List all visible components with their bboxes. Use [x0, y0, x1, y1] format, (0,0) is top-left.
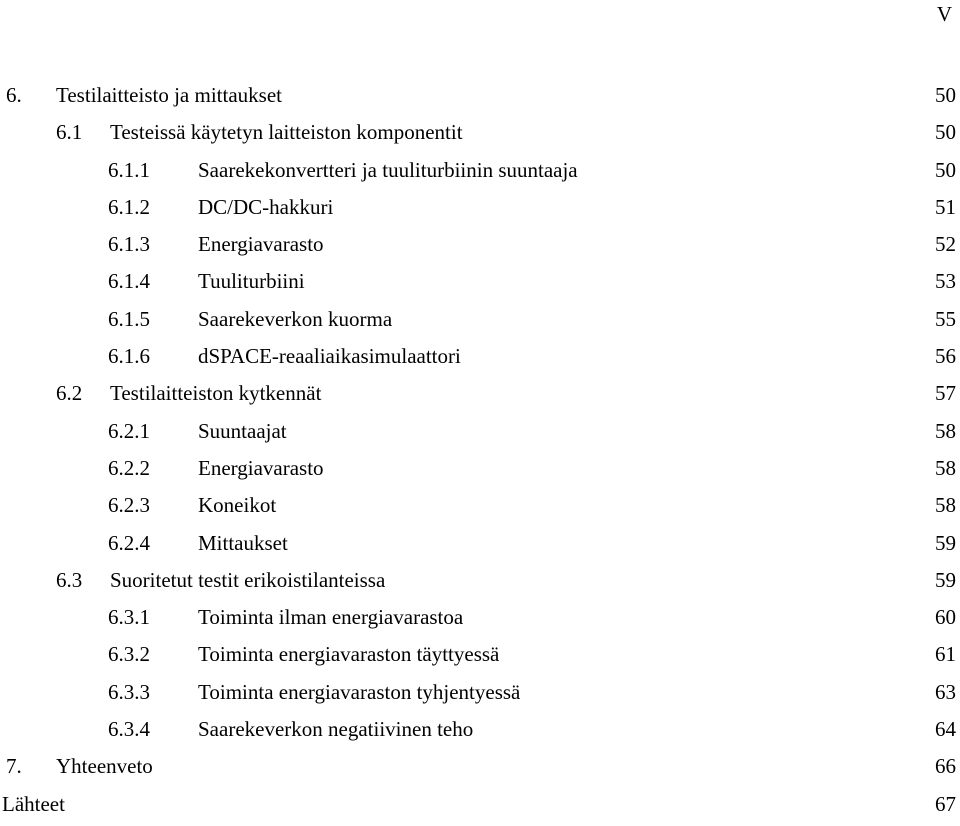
toc-entry-page: 51 [924, 192, 956, 222]
toc-entry-title: Testilaitteiston kytkennät [110, 378, 322, 408]
toc-entry-1[interactable] [0, 117, 956, 154]
toc-entry-title: Toiminta ilman energiavarastoa [198, 602, 464, 632]
toc-entry-page: 66 [924, 751, 956, 781]
toc-entry-5[interactable] [0, 266, 956, 303]
toc-entry-page: 50 [924, 80, 956, 110]
toc-entry-number: 6.3.2 [108, 639, 150, 669]
toc-entry-15[interactable] [0, 639, 956, 676]
toc-entry-0[interactable] [0, 80, 956, 117]
toc-entry-title: Yhteenveto [56, 751, 154, 781]
toc-entry-18[interactable] [0, 751, 956, 788]
toc-entry-2[interactable] [0, 155, 956, 192]
toc-entry-6[interactable] [0, 304, 956, 341]
toc-entry-14[interactable] [0, 602, 956, 639]
toc-entry-page: 50 [924, 155, 956, 185]
toc-entry-number: 6.3.4 [108, 714, 150, 744]
toc-entry-page: 58 [924, 416, 956, 446]
toc-entry-page: 58 [924, 453, 956, 483]
toc-entry-number: 6.2.1 [108, 416, 150, 446]
toc-entry-number: 6.1.5 [108, 304, 150, 334]
toc-entry-title: Suuntaajat [198, 416, 288, 446]
toc-entry-11[interactable] [0, 490, 956, 527]
toc-entry-title: Koneikot [198, 490, 277, 520]
toc-entry-page: 59 [924, 528, 956, 558]
toc-entry-page: 60 [924, 602, 956, 632]
toc-entry-number: 6.3 [56, 565, 82, 595]
toc-entry-title: Saarekeverkon negatiivinen teho [198, 714, 474, 744]
toc-entry-page: 59 [924, 565, 956, 595]
toc-entry-number: 6.1.1 [108, 155, 150, 185]
toc-entry-title: Energiavarasto [198, 229, 325, 259]
toc-entry-title: Energiavarasto [198, 453, 325, 483]
toc-entry-4[interactable] [0, 229, 956, 266]
toc-entry-number: 6.3.1 [108, 602, 150, 632]
toc-entry-19[interactable] [0, 789, 956, 826]
page-number: V [936, 2, 952, 26]
table-of-contents [0, 80, 956, 826]
toc-entry-title: Saarekekonvertteri ja tuuliturbiinin suuntaaja [198, 155, 579, 185]
toc-entry-title: Lähteet [2, 789, 66, 819]
toc-entry-number: 6.1 [56, 117, 82, 147]
toc-entry-page: 64 [924, 714, 956, 744]
toc-entry-3[interactable] [0, 192, 956, 229]
toc-entry-10[interactable] [0, 453, 956, 490]
toc-entry-title: Testilaitteisto ja mittaukset [56, 80, 283, 110]
toc-entry-page: 55 [924, 304, 956, 334]
toc-entry-number: 6. [6, 80, 22, 110]
toc-entry-number: 6.2 [56, 378, 82, 408]
toc-entry-page: 63 [924, 677, 956, 707]
toc-entry-title: Testeissä käytetyn laitteiston komponentit [110, 117, 464, 147]
toc-entry-number: 6.2.4 [108, 528, 150, 558]
toc-entry-13[interactable] [0, 565, 956, 602]
toc-entry-16[interactable] [0, 677, 956, 714]
toc-entry-9[interactable] [0, 416, 956, 453]
toc-entry-page: 52 [924, 229, 956, 259]
toc-entry-title: Saarekeverkon kuorma [198, 304, 393, 334]
toc-entry-page: 56 [924, 341, 956, 371]
toc-entry-title: DC/DC-hakkuri [198, 192, 334, 222]
toc-entry-page: 61 [924, 639, 956, 669]
toc-entry-title: dSPACE-reaaliaikasimulaattori [198, 341, 462, 371]
toc-entry-page: 58 [924, 490, 956, 520]
toc-entry-number: 6.1.6 [108, 341, 150, 371]
toc-entry-number: 6.1.3 [108, 229, 150, 259]
toc-entry-17[interactable] [0, 714, 956, 751]
toc-entry-number: 6.2.3 [108, 490, 150, 520]
toc-entry-page: 57 [924, 378, 956, 408]
toc-entry-title: Tuuliturbiini [198, 266, 306, 296]
toc-entry-title: Suoritetut testit erikoistilanteissa [110, 565, 386, 595]
toc-entry-12[interactable] [0, 528, 956, 565]
toc-entry-page: 53 [924, 266, 956, 296]
toc-entry-7[interactable] [0, 341, 956, 378]
toc-entry-number: 6.1.2 [108, 192, 150, 222]
toc-entry-title: Toiminta energiavaraston tyhjentyessä [198, 677, 521, 707]
toc-entry-page: 50 [924, 117, 956, 147]
toc-entry-title: Toiminta energiavaraston täyttyessä [198, 639, 500, 669]
toc-entry-8[interactable] [0, 378, 956, 415]
toc-entry-number: 6.3.3 [108, 677, 150, 707]
toc-entry-number: 6.1.4 [108, 266, 150, 296]
toc-entry-page: 67 [924, 789, 956, 819]
toc-entry-title: Mittaukset [198, 528, 289, 558]
toc-entry-number: 6.2.2 [108, 453, 150, 483]
toc-entry-number: 7. [6, 751, 22, 781]
